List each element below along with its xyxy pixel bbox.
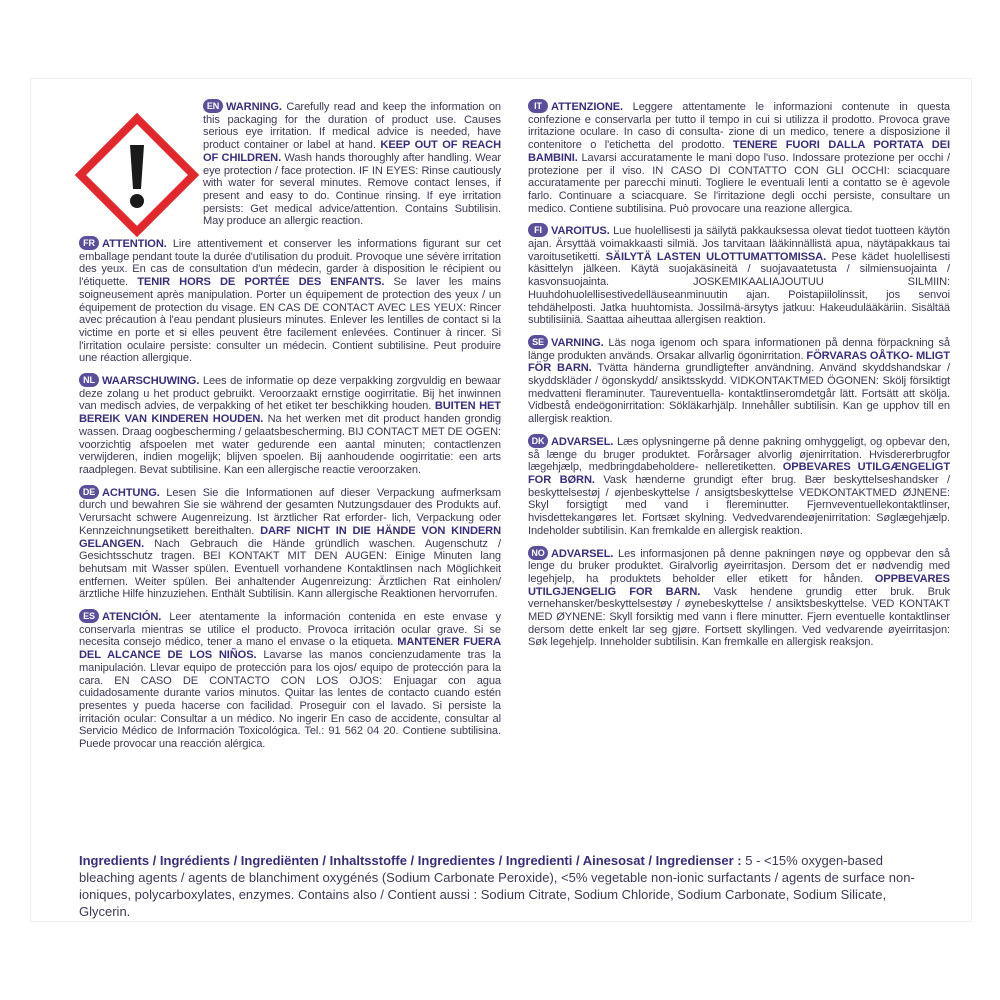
warning-lead: ADVARSEL. bbox=[551, 547, 614, 560]
language-badge-fr: FR bbox=[79, 236, 99, 250]
warning-lead: ATTENTION. bbox=[102, 238, 167, 251]
warning-text: Lire attentivement et conserver les informations figurant sur cet emballage pendant toute la durée d'utilisation du produit. Provoque une sévère irritation des yeux. En cas de consultation d'un médecin, garder à disposition le récipient ou l'étiquette. bbox=[79, 238, 501, 289]
warning-lead: ATTENZIONE. bbox=[551, 101, 624, 113]
warning-lead: WARNING. bbox=[226, 101, 282, 113]
warning-bold: TENIR HORS DE PORTÉE DES ENFANTS. bbox=[137, 276, 385, 289]
warning-text-2: Tvätta händerna grundligtefter användning. Använd skyddshandskar / skyddskläder / ögonskydd/ ansiktsskydd. VIDKONTAKTMED ÖGONEN: Skölj försiktigt medvatteni fleraminuter. Taureventuella- kontaktlinseromdetgår lätt. Fortsätt att skölja. Vidbestå endeögonirritation: Sökläkarhjälp. Innehåller subtilisin. Kan ge upphov till en allergisk reaktion. bbox=[528, 362, 950, 426]
warning-lead: WAARSCHUWING. bbox=[102, 375, 200, 388]
warning-fi bbox=[528, 223, 950, 327]
language-badge-es: ES bbox=[79, 609, 99, 623]
warning-de bbox=[79, 485, 501, 601]
warning-text: Les informasjonen på denne pakningen nøye og oppbevar den så lenge du bruker produktet. Giralvorlig øyeirritasjon. Dersom det er nødvendig med legehjelp, ha produktets beholder eller etikett for hånden. bbox=[528, 547, 950, 585]
warning-lead: ACHTUNG. bbox=[102, 486, 160, 499]
warning-bold: KEEP OUT OF REACH OF CHILDREN. bbox=[203, 139, 502, 164]
warning-it bbox=[528, 99, 950, 215]
warning-bold: BUITEN HET BEREIK VAN KINDEREN HOUDEN. bbox=[79, 400, 501, 426]
warning-en bbox=[79, 99, 501, 228]
warning-bold: FÖRVARAS OÅTKO- MLIGT FÖR BARN. bbox=[528, 349, 950, 375]
warning-text: Lees de informatie op deze verpakking zorgvuldig en bewaar deze zolang u het product gebruikt. Veroorzaakt ernstige oogirritatie. Bij het inwinnen van medisch advies, de verpakking of het etiket ter beschikking houden. bbox=[79, 375, 501, 413]
ingredients-text: 5 - <15% oxygen-based bleaching agents / agents de blanchiment oxygénés (Sodium Carbonate Peroxide), <5% vegetable non-ionic surfactants / agents de surface non-ioniques, polycarboxylates, enzymes. Contains also / Contient aussi : Sodium Citrate, Sodium Chloride, Sodium Carbonate, Sodium Silicate, Glycerin. bbox=[79, 853, 915, 919]
warning-bold: OPPBEVARES UTILGJENGELIG FOR BARN. bbox=[528, 572, 950, 598]
warning-text-2: Se laver les mains soigneusement après manipulation. Porter un équipement de protection des yeux / un équipement de protection du visage. EN CAS DE CONTACT AVEC LES YEUX: Rincer avec précaution à l'eau pendant plusieurs minutes. Enlever les lentilles de contact si la victime en porte et si elles peuvent être facilement enlevées. Continuer à rincer. Si l'irritation oculaire persiste: consulter un médecin. Contient subtilisine. Peut produire une réaction allergique. bbox=[79, 276, 501, 365]
warning-text-2: Vask hænderne grundigt efter brug. Bær beskyttelseshandsker / beskyttelsestøj / øjenbeskyttelse / ansigtsbeskyttelse VEDKONTAKTMED ØJNENE: Skyl forsigtigt med vand i flereminutter. Fjernveventuellekontaktlinser, hvisdettekangøres let. Fortsæt skylning. Vedvedvarendeøjenirritation: Søglægehjælp. Indeholder subtilisin. Kan fremkalde en allergisk reaktion. bbox=[528, 473, 950, 537]
language-badge-dk: DK bbox=[528, 434, 548, 448]
warning-es bbox=[79, 609, 501, 751]
language-badge-nl: NL bbox=[79, 373, 99, 387]
warning-nl bbox=[79, 373, 501, 477]
warning-text: Lue huolellisesti ja säilytä pakkauksessa olevat tiedot tuotteen käytön ajan. Ärsyttää voimakkaasti silmiä. Jos tarvitaan lääkinnällistä apua, näytäpakkaus tai varoitusetiketti. bbox=[528, 225, 950, 263]
warning-bold: OPBEVARES UTILGÆNGELIGT FOR BØRN. bbox=[528, 461, 950, 486]
warning-text: Carefully read and keep the information on this packaging for the duration of product use. Causes serious eye irritation. If medical advice is needed, have product container or label at hand. bbox=[203, 101, 501, 152]
left-column bbox=[79, 99, 501, 759]
warning-lead: VAROITUS. bbox=[551, 225, 610, 238]
ingredients-heading: Ingredients / Ingrédients / Ingrediënten / Inhaltsstoffe / Ingredientes / Ingredienti / Ainesosat / Ingredienser : bbox=[79, 853, 742, 868]
warning-bold: TENERE FUORI DALLA PORTATA DEI BAMBINI. bbox=[528, 139, 950, 164]
warning-bold: MANTENER FUERA DEL ALCANCE DE LOS NIÑOS. bbox=[79, 636, 501, 662]
language-badge-se: SE bbox=[528, 335, 548, 349]
warning-text: Læs oplysningerne på denne pakning omhyggeligt, og opbevar den, så længe du bruger produktet. Forårsager alvorlig øjenirritation. Hvisdererbrugfor lægehjælp, medbringdabeholdere- nelleretiketten. bbox=[528, 435, 950, 474]
warning-text-2: Vask hendene grundig etter bruk. Bruk vernehansker/beskyttelsestøy / øynebeskyttelse / ansiktsbeskyttelse. VED KONTAKT MED ØYNENE: Skyll forsiktig med vann i flere minutter. Fjern eventuelle kontaktlinser dersom dette enkelt lar seg gjøre. Fortsett skyllingen. Ved vedvarende øyeirritasjon: Søk legehjelp. Inneholder subtilisin. Kan fremkalle en allergisk reaksjon. bbox=[528, 585, 950, 649]
warning-text: Läs noga igenom och spara informationen på denna förpackning så länge produkten används. Orsakar allvarlig ögonirritation. bbox=[528, 336, 950, 362]
warning-lead: ADVARSEL. bbox=[551, 435, 614, 448]
language-badge-it: IT bbox=[528, 99, 548, 113]
label-sheet bbox=[30, 78, 972, 922]
warning-bold: DARF NICHT IN DIE HÄNDE VON KINDERN GELANGEN. bbox=[79, 524, 502, 550]
warning-text-2: Na het werken met dit product handen grondig wassen. Draag oogbescherming / gelaatsbescherming. BIJ CONTACT MET DE OGEN: voorzichtig afspoelen met water gedurende een aantal minuten; contactlenzen verwijderen, indien mogelijk; blijven spoelen. Bij aanhoudende oogirritatie: een arts raadplegen. Bevat subtilisine. Kan een allergische reactie veroorzaken. bbox=[79, 413, 501, 476]
warning-text-2: Wash hands thoroughly after handling. Wear eye protection / face protection. IF IN EYES: Rinse cautiously with water for several minutes. Remove contact lenses, if present and easy to do. Continue rinsing. If eye irritation persists: Get medical advice/attention. Contains Subtilisin. May produce an allergic reaction. bbox=[203, 151, 501, 228]
warning-lead: VARNING. bbox=[551, 336, 604, 349]
ingredients-list bbox=[79, 852, 929, 920]
language-badge-fi: FI bbox=[528, 223, 548, 237]
language-badge-de: DE bbox=[79, 485, 99, 499]
warning-text-2: Nach Gebrauch die Hände gründlich waschen. Augenschutz / Gesichtsschutz tragen. BEI KONTAKT MIT DEN AUGEN: Einige Minuten lang behutsam mit Wasser spülen. Eventuell vorhandene Kontaktlinsen nach Möglichkeit entfernen. Weiter spülen. Bei anhaltender Augenreizung: Ärztlichen Rat einholen/ärztliche Hilfe hinzuziehen. Enthält Subtilisin. Kann allergische Reaktionen hervorrufen. bbox=[79, 537, 501, 601]
warning-bold: SÄILYTÄ LASTEN ULOTTUMATTOMISSA. bbox=[605, 250, 827, 263]
warning-text: Leggere attentamente le informazioni contenute in questa confezione e conservarla per tutto il tempo in cui si utilizza il prodotto. Provoca grave irritazione oculare. In caso di consulta- zione di un medico, tenere a disposizione il contenitore o l'etichetta del prodotto. bbox=[528, 101, 950, 152]
warning-fr bbox=[79, 236, 501, 365]
warning-text-2: Lavarsi accuratamente le mani dopo l'uso. Indossare protezione per occhi / protezione per il viso. IN CASO DI CONTATTO CON GLI OCCHI: sciacquare accuratamente per parecchi minuti. Togliere le eventuali lenti a contatto se è agevole farlo. Continuare a sciacquare. Se l'irritazione degli occhi persiste, consultare un medico. Contiene subtilisina. Può provocare una reazione allergica. bbox=[528, 151, 950, 215]
warning-lead: ATENCIÓN. bbox=[102, 611, 162, 624]
warning-no bbox=[528, 546, 950, 650]
warning-se bbox=[528, 335, 950, 426]
warning-text-2: Pese kädet huolellisesti käsittelyn jälkeen. Käytä suojakäsineitä / suojavaatetusta / silmiensuojainta / kasvonsuojainta. JOSKEMIKAALIAJOUTUU SILMIIN: Huuhdohuolellisestivedelläuseanminuutin ajan. Poistapiilolinssit, jos senvoi tehdähelposti. Jatka huuhtomista. Jossilmä-ärsytys jatkuu: Hakeudulääkäriin. Sisältää subtilisiiniä. Saattaa aiheuttaa allergisen reaktion. bbox=[528, 250, 950, 327]
language-badge-no: NO bbox=[528, 546, 548, 560]
language-badge-en: EN bbox=[203, 99, 223, 113]
warning-text: Lesen Sie die Informationen auf dieser Verpackung aufmerksam durch und bewahren Sie sie während der gesamten Nutzungsdauer des Produkts auf. Verursacht schwere Augenreizung. Ist ärztlicher Rat erforder- lich, Verpackung oder Kennzeichnungsetikett bereithalten. bbox=[79, 486, 501, 537]
warning-dk bbox=[528, 434, 950, 538]
right-column bbox=[528, 99, 950, 657]
warning-text: Leer atentamente la información contenida en este envase y conservarla mientras se utilice el producto. Provoca irritación ocular grave. Si se necesita consejo médico, tener a mano el envase o la etiqueta. bbox=[79, 611, 501, 649]
warning-text-2: Lavarse las manos concienzudamente tras la manipulación. Llevar equipo de protección para los ojos/ equipo de protección para la cara. EN CASO DE CONTACTO CON LOS OJOS: Enjuagar con agua cuidadosamente durante varios minutos. Quitar las lentes de contacto cuando estén presentes y pueda hacerse con facilidad. Proseguir con el lavado. Si persiste la irritación ocular: Consultar a un médico. No ingerir En caso de accidente, consultar al Servicio Médico de Información Toxicológica. Tel.: 91 562 04 20. Contiene subtilisina. Puede provocar una reacción alérgica. bbox=[79, 649, 501, 751]
